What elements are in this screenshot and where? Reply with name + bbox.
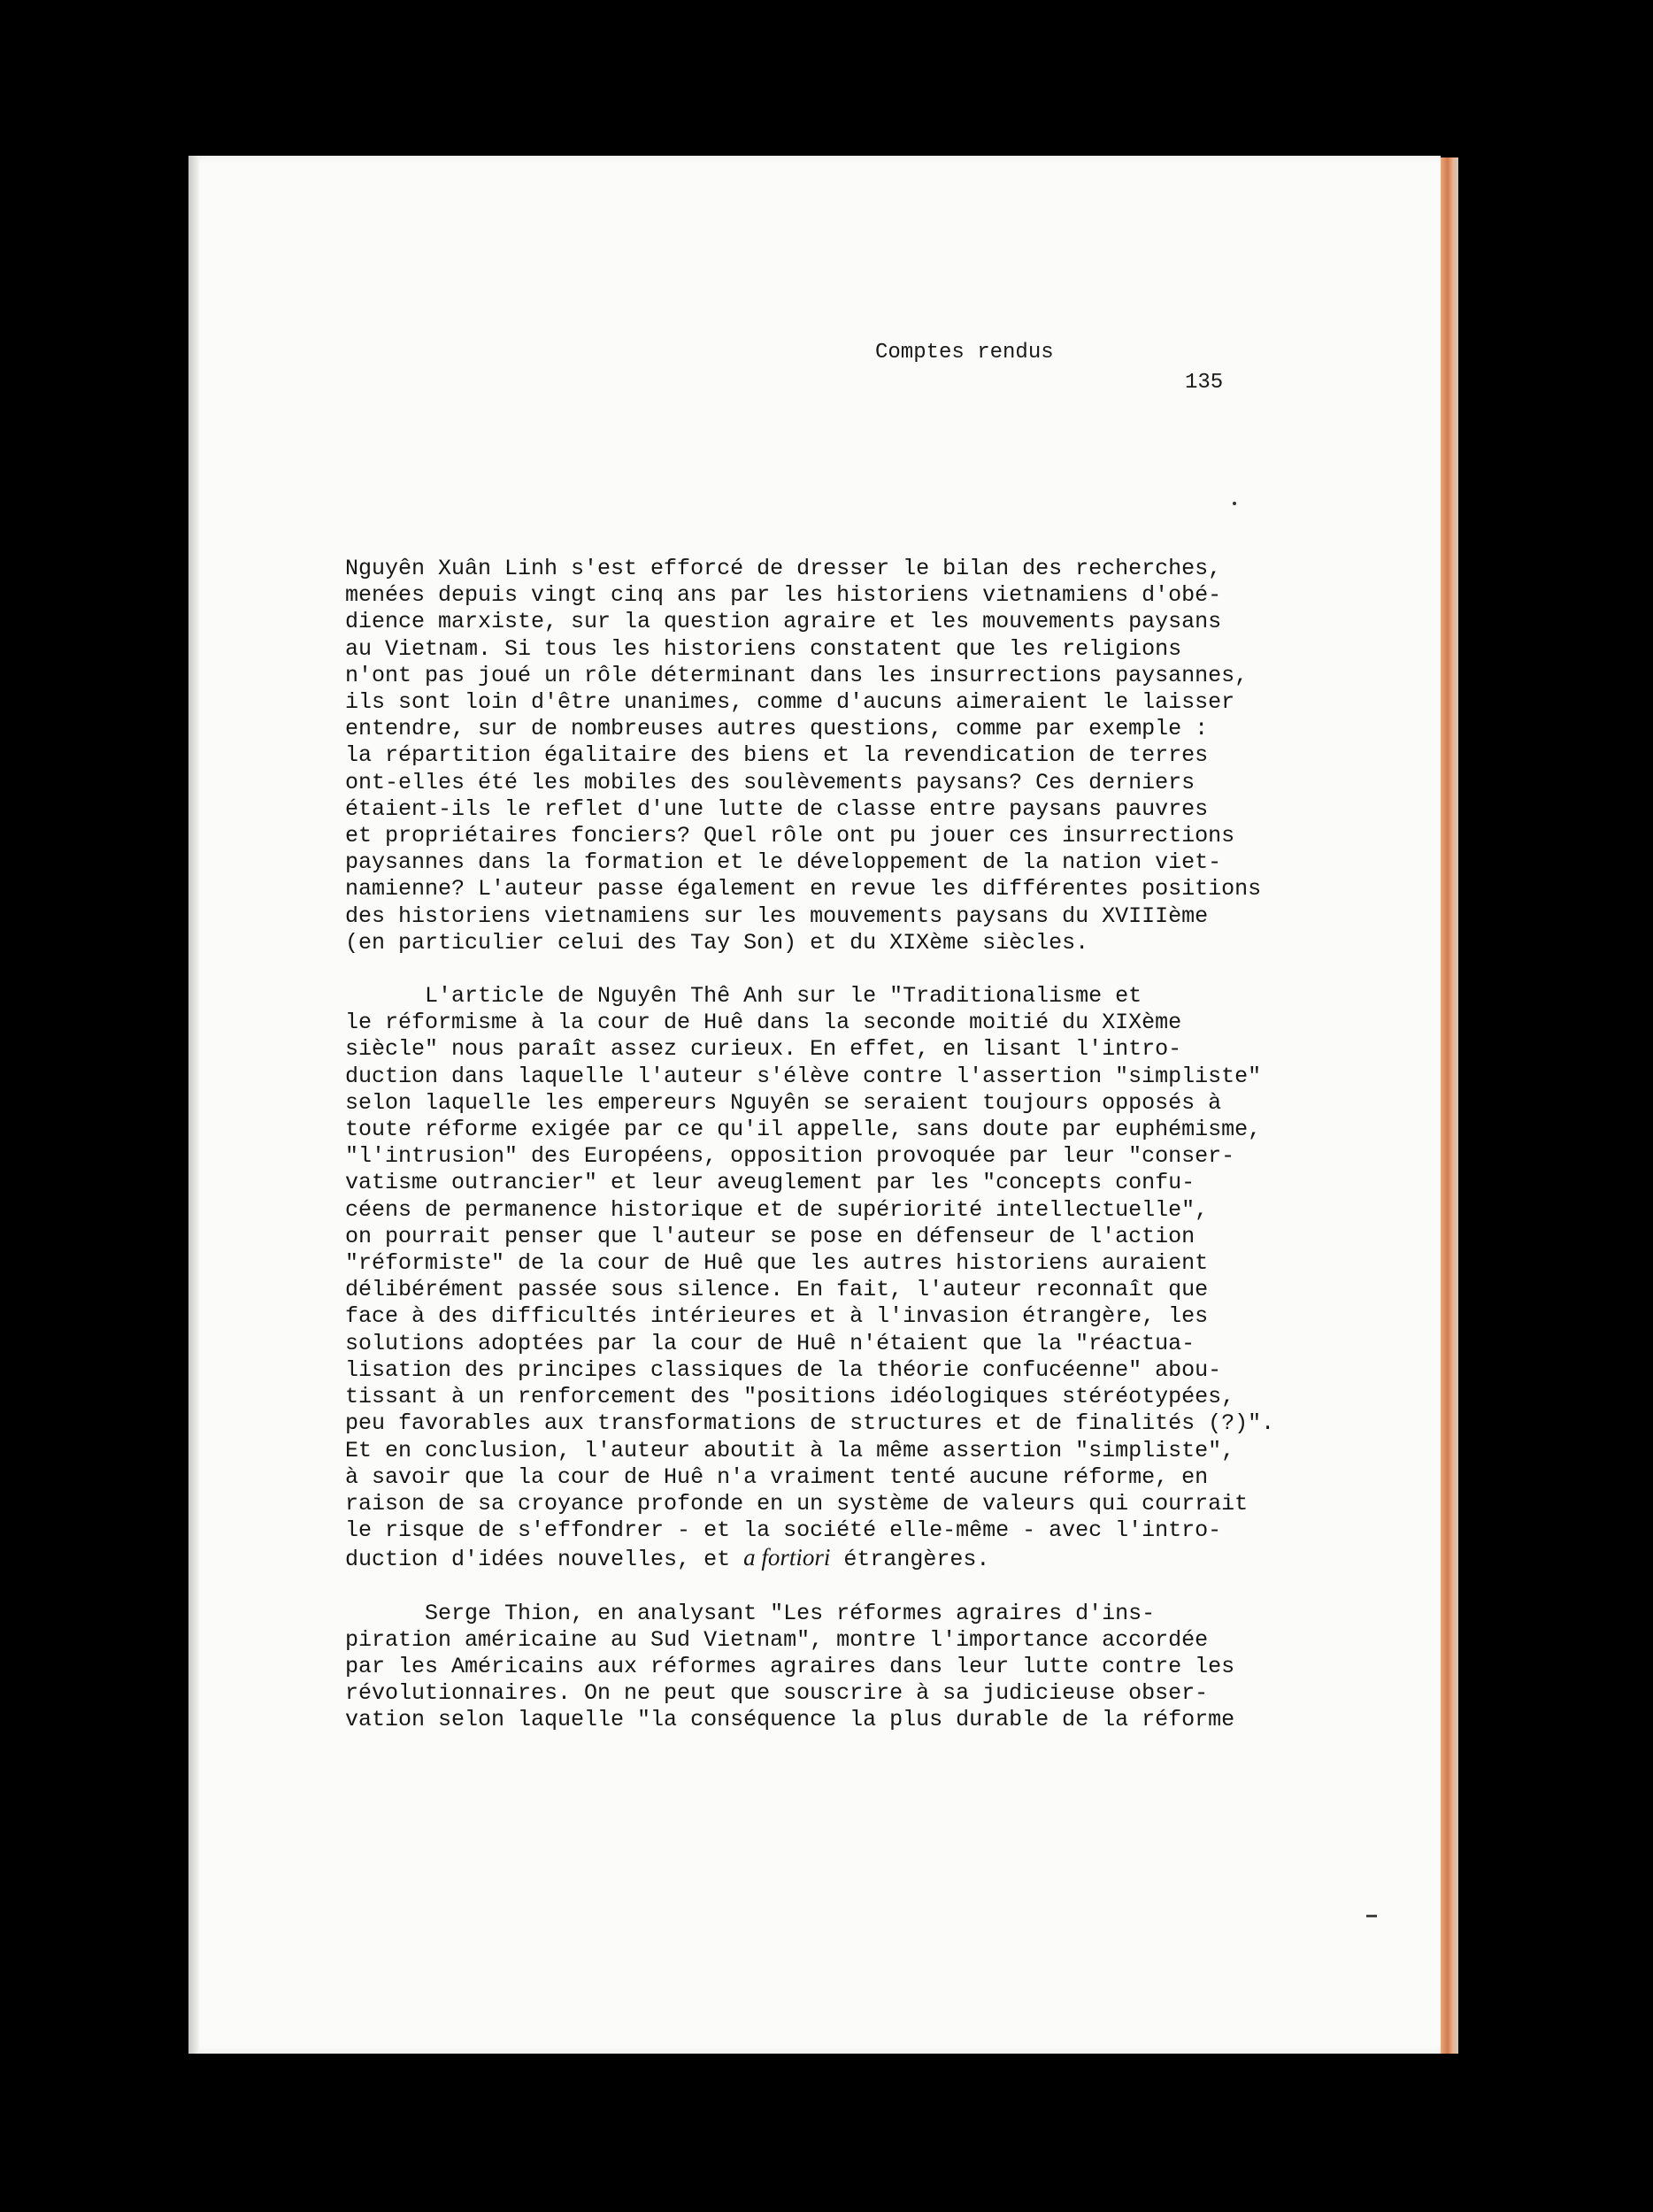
text-line: céens de permanence historique et de supériorité intellectuelle", xyxy=(345,1196,1209,1223)
text-line xyxy=(345,1544,1283,1573)
text-line: le réformisme à la cour de Huê dans la seconde moitié du XIXème xyxy=(345,1010,1182,1036)
text-line: "l'intrusion" des Européens, opposition provoquée par leur "conser- xyxy=(345,1143,1235,1170)
text-segment: étrangères. xyxy=(830,1547,990,1573)
body-text xyxy=(345,556,1283,1734)
text-line: et propriétaires fonciers? Quel rôle ont pu jouer ces insurrections xyxy=(345,823,1235,849)
text-line: révolutionnaires. On ne peut que souscrire à sa judicieuse obser- xyxy=(345,1680,1209,1707)
text-line: entendre, sur de nombreuses autres questions, comme par exemple : xyxy=(345,716,1209,742)
paragraph-1 xyxy=(345,556,1283,956)
stray-mark xyxy=(1366,1915,1377,1917)
text-line: ont-elles été les mobiles des soulèvements paysans? Ces derniers xyxy=(345,769,1196,795)
text-line: la répartition égalitaire des biens et la revendication de terres xyxy=(345,742,1209,769)
text-line: paysannes dans la formation et le développement de la nation viet- xyxy=(345,849,1222,876)
text-line: raison de sa croyance profonde en un système de valeurs qui courrait xyxy=(345,1490,1249,1517)
text-line: lisation des principes classiques de la théorie confucéenne" abou- xyxy=(345,1356,1222,1383)
text-line: Nguyên Xuân Linh s'est efforcé de dresser le bilan des recherches, xyxy=(345,556,1222,581)
text-line: solutions adoptées par la cour de Huê n'étaient que la "réactua- xyxy=(345,1330,1196,1356)
text-line: (en particulier celui des Tay Son) et du XIXème siècles. xyxy=(345,929,1089,956)
paragraph-3 xyxy=(345,1601,1283,1734)
text-line: des historiens vietnamiens sur les mouvements paysans du XVIIIème xyxy=(345,902,1209,929)
text-line: siècle" nous paraît assez curieux. En effet, en lisant l'intro- xyxy=(345,1036,1182,1063)
text-line: on pourrait penser que l'auteur se pose en défenseur de l'action xyxy=(345,1223,1196,1249)
text-line: menées depuis vingt cinq ans par les historiens vietnamiens d'obé- xyxy=(345,582,1222,609)
text-line: vatisme outrancier" et leur aveuglement par les "concepts confu- xyxy=(345,1170,1196,1196)
running-head xyxy=(875,308,1300,395)
paragraph-2 xyxy=(345,983,1283,1573)
text-line: L'article de Nguyên Thê Anh sur le "Traditionalisme et xyxy=(345,983,1142,1010)
italic-phrase: a fortiori xyxy=(743,1544,831,1571)
text-line: face à des difficultés intérieures et à l'invasion étrangère, les xyxy=(345,1303,1209,1330)
running-head-title: Comptes rendus xyxy=(875,341,1054,365)
text-line: Et en conclusion, l'auteur aboutit à la même assertion "simpliste", xyxy=(345,1437,1235,1463)
text-line: duction dans laquelle l'auteur s'élève contre l'assertion "simpliste" xyxy=(345,1063,1262,1089)
text-line: n'ont pas joué un rôle déterminant dans les insurrections paysannes, xyxy=(345,662,1249,688)
text-line: le risque de s'effondrer - et la société elle-même - avec l'intro- xyxy=(345,1517,1222,1544)
text-line: selon laquelle les empereurs Nguyên se seraient toujours opposés à xyxy=(345,1089,1222,1116)
text-line: namienne? L'auteur passe également en revue les différentes positions xyxy=(345,876,1262,902)
page-edge xyxy=(1441,157,1458,2054)
text-line: "réformiste" de la cour de Huê que les autres historiens auraient xyxy=(345,1250,1209,1277)
page-binding-shadow xyxy=(188,156,199,2054)
text-segment: duction d'idées nouvelles, et xyxy=(345,1547,744,1573)
text-line: délibérément passée sous silence. En fait, l'auteur reconnaît que xyxy=(345,1277,1209,1303)
text-line: par les Américains aux réformes agraires dans leur lutte contre les xyxy=(345,1653,1235,1679)
text-line: vation selon laquelle "la conséquence la plus durable de la réforme xyxy=(345,1707,1235,1733)
text-line: ils sont loin d'être unanimes, comme d'aucuns aimeraient le laisser xyxy=(345,689,1235,716)
text-line: toute réforme exigée par ce qu'il appelle, sans doute par euphémisme, xyxy=(345,1117,1262,1143)
text-line: étaient-ils le reflet d'une lutte de classe entre paysans pauvres xyxy=(345,795,1209,822)
text-line: dience marxiste, sur la question agraire et les mouvements paysans xyxy=(345,609,1222,635)
text-line: piration américaine au Sud Vietnam", montre l'importance accordée xyxy=(345,1626,1209,1653)
text-line: tissant à un renforcement des "positions idéologiques stéréotypées, xyxy=(345,1384,1235,1410)
text-line: Serge Thion, en analysant "Les réformes agraires d'ins- xyxy=(345,1600,1156,1626)
text-line: à savoir que la cour de Huê n'a vraiment tenté aucune réforme, en xyxy=(345,1463,1209,1490)
text-line: au Vietnam. Si tous les historiens constatent que les religions xyxy=(345,635,1182,662)
stray-mark xyxy=(1233,502,1236,505)
page-number: 135 xyxy=(1185,371,1224,395)
text-line: peu favorables aux transformations de structures et de finalités (?)". xyxy=(345,1410,1275,1437)
